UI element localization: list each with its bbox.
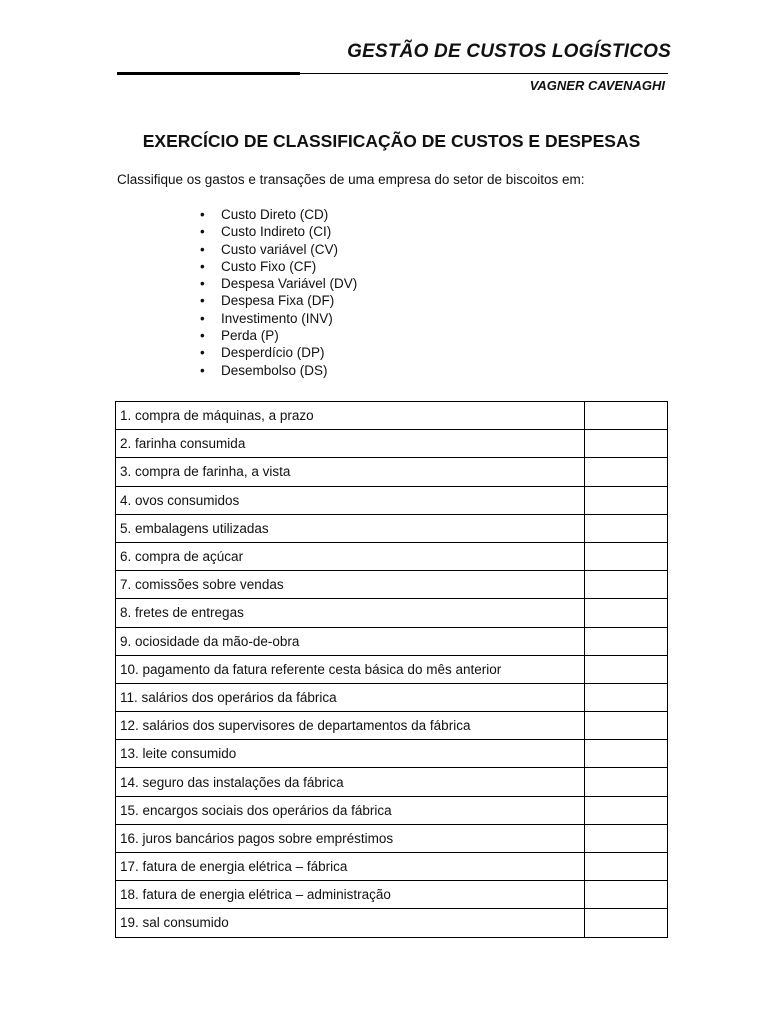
item-description: 2. farinha consumida [116,430,585,458]
answer-cell[interactable] [585,768,668,796]
category-item [200,310,357,327]
item-description: 7. comissões sobre vendas [116,571,585,599]
item-description: 10. pagamento da fatura referente cesta básica do mês anterior [116,655,585,683]
category-label: Despesa Variável (DV) [221,276,358,292]
answer-cell[interactable] [585,683,668,711]
bullet-icon: • [200,362,205,378]
item-description: 18. fatura de energia elétrica – administração [116,881,585,909]
category-item [200,362,357,379]
item-description: 9. ociosidade da mão-de-obra [116,627,585,655]
table-row [116,655,668,683]
header-rule-thin [300,73,668,74]
answer-cell[interactable] [585,571,668,599]
table-row [116,824,668,852]
answer-cell[interactable] [585,458,668,486]
item-description: 12. salários dos supervisores de departamentos da fábrica [116,712,585,740]
category-item [200,292,357,309]
bullet-icon: • [200,328,205,344]
document-title: EXERCÍCIO DE CLASSIFICAÇÃO DE CUSTOS E DESPESAS [142,131,641,151]
answer-cell[interactable] [585,627,668,655]
item-description: 15. encargos sociais dos operários da fábrica [116,796,585,824]
category-label: Custo Indireto (CI) [221,224,332,240]
answer-cell[interactable] [585,853,668,881]
item-description: 17. fatura de energia elétrica – fábrica [116,853,585,881]
category-label: Despesa Fixa (DF) [221,293,335,309]
table-row [116,458,668,486]
bullet-icon: • [200,258,205,274]
category-item [200,206,357,223]
category-item [200,344,357,361]
table-row [116,402,668,430]
item-description: 11. salários dos operários da fábrica [116,683,585,711]
table-row [116,796,668,824]
answer-cell[interactable] [585,881,668,909]
item-description: 8. fretes de entregas [116,599,585,627]
table-row [116,486,668,514]
answer-cell[interactable] [585,796,668,824]
table-row [116,627,668,655]
answer-cell[interactable] [585,430,668,458]
table-row [116,909,668,937]
bullet-icon: • [200,224,205,240]
header-rule-thick [117,72,300,75]
category-label: Desperdício (DP) [221,345,325,361]
item-description: 1. compra de máquinas, a prazo [116,402,585,430]
category-label: Investimento (INV) [221,310,333,326]
table-row [116,740,668,768]
table-row [116,853,668,881]
item-description: 4. ovos consumidos [116,486,585,514]
bullet-icon: • [200,207,205,222]
category-label: Desembolso (DS) [221,362,328,378]
category-item [200,223,357,240]
answer-cell[interactable] [585,712,668,740]
answer-cell[interactable] [585,402,668,430]
category-label: Custo variável (CV) [221,241,339,257]
table-row [116,430,668,458]
table-row [116,571,668,599]
header-author: VAGNER CAVENAGHI [529,78,665,93]
table-row [116,683,668,711]
bullet-icon: • [200,241,205,257]
item-description: 19. sal consumido [116,909,585,937]
category-item [200,327,357,344]
answer-cell[interactable] [585,824,668,852]
item-description: 14. seguro das instalações da fábrica [116,768,585,796]
header-title: GESTÃO DE CUSTOS LOGÍSTICOS [347,41,671,62]
answer-cell[interactable] [585,514,668,542]
answer-cell[interactable] [585,740,668,768]
category-label: Perda (P) [221,328,279,344]
table-row [116,881,668,909]
item-description: 3. compra de farinha, a vista [116,458,585,486]
bullet-icon: • [200,310,205,326]
table-row [116,514,668,542]
bullet-icon: • [200,293,205,309]
table-row [116,599,668,627]
category-label: Custo Direto (CD) [221,207,329,222]
item-description: 16. juros bancários pagos sobre empréstimos [116,824,585,852]
category-item [200,258,357,275]
answer-cell[interactable] [585,909,668,937]
answer-cell[interactable] [585,486,668,514]
bullet-icon: • [200,345,205,361]
answer-cell[interactable] [585,655,668,683]
item-description: 6. compra de açúcar [116,542,585,570]
item-description: 5. embalagens utilizadas [116,514,585,542]
answer-cell[interactable] [585,542,668,570]
table-row [116,768,668,796]
classification-table [115,401,668,938]
table-row [116,542,668,570]
item-description: 13. leite consumido [116,740,585,768]
category-item [200,275,357,292]
answer-cell[interactable] [585,599,668,627]
bullet-icon: • [200,276,205,292]
category-list [200,206,357,379]
category-item [200,241,357,258]
table-row [116,712,668,740]
category-label: Custo Fixo (CF) [221,258,317,274]
intro-text: Classifique os gastos e transações de uma empresa do setor de biscoitos em: [117,172,585,187]
